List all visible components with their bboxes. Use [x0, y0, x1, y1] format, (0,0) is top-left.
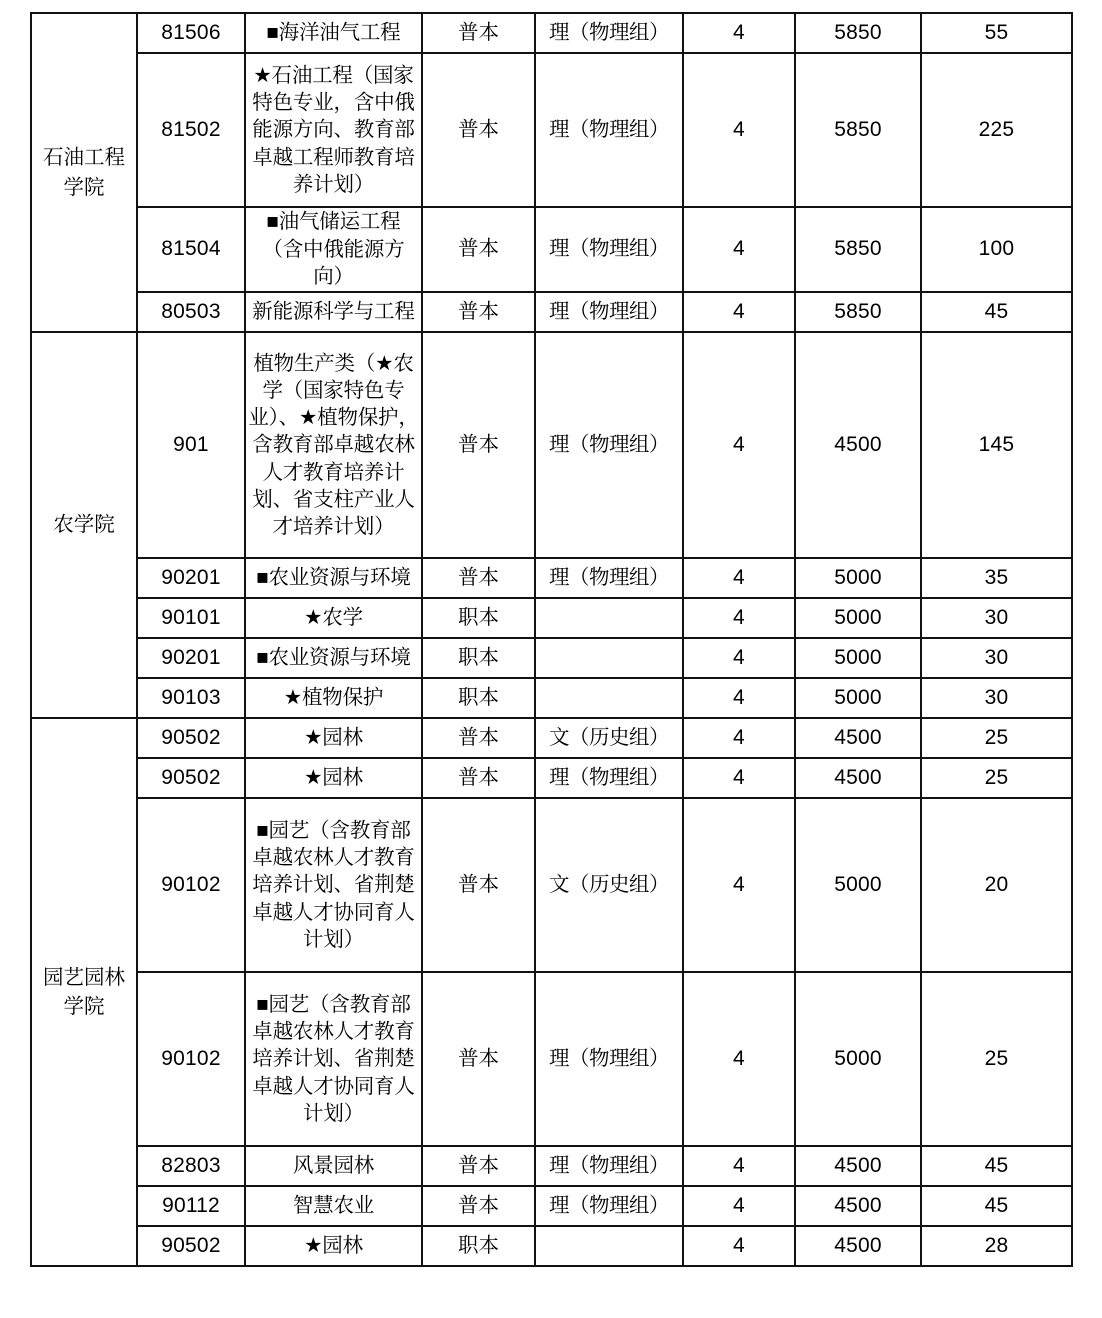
plan-count-cell: 30	[921, 598, 1072, 638]
major-code-cell: 82803	[137, 1146, 245, 1186]
tuition-fee-cell: 5000	[795, 678, 921, 718]
tuition-fee-cell: 4500	[795, 1186, 921, 1226]
table-row	[31, 758, 1072, 798]
major-name-cell: ★园林	[245, 758, 422, 798]
major-code-cell: 90502	[137, 1226, 245, 1266]
plan-count-cell: 100	[921, 207, 1072, 292]
major-code-cell: 90102	[137, 972, 245, 1146]
college-name-cell: 石油工程学院	[31, 13, 137, 332]
table-row	[31, 13, 1072, 53]
major-code-cell: 81504	[137, 207, 245, 292]
tuition-fee-cell: 4500	[795, 1146, 921, 1186]
level-cell: 普本	[422, 558, 535, 598]
college-name-cell: 园艺园林学院	[31, 718, 137, 1266]
level-cell: 普本	[422, 292, 535, 332]
major-name-cell: 植物生产类（★农学（国家特色专业）、★植物保护，含教育部卓越农林人才教育培养计划、省支柱产业人才培养计划）	[245, 332, 422, 558]
major-code-cell: 81502	[137, 53, 245, 207]
study-years-cell: 4	[683, 332, 795, 558]
study-years-cell: 4	[683, 558, 795, 598]
tuition-fee-cell: 5000	[795, 798, 921, 972]
enrollment-plan-table	[30, 12, 1073, 1267]
table-row	[31, 1226, 1072, 1266]
table-row	[31, 332, 1072, 558]
tuition-fee-cell: 5850	[795, 13, 921, 53]
major-name-cell: 风景园林	[245, 1146, 422, 1186]
level-cell: 普本	[422, 207, 535, 292]
table-row	[31, 638, 1072, 678]
major-code-cell: 90103	[137, 678, 245, 718]
major-name-cell: ★石油工程（国家特色专业，含中俄能源方向、教育部卓越工程师教育培养计划）	[245, 53, 422, 207]
level-cell: 普本	[422, 798, 535, 972]
tuition-fee-cell: 5000	[795, 638, 921, 678]
subject-group-cell: 理（物理组）	[535, 1146, 683, 1186]
subject-group-cell	[535, 678, 683, 718]
subject-group-cell	[535, 638, 683, 678]
table-row	[31, 718, 1072, 758]
level-cell: 普本	[422, 972, 535, 1146]
study-years-cell: 4	[683, 53, 795, 207]
plan-count-cell: 55	[921, 13, 1072, 53]
major-name-cell: ■农业资源与环境	[245, 558, 422, 598]
study-years-cell: 4	[683, 292, 795, 332]
study-years-cell: 4	[683, 758, 795, 798]
major-name-cell: ■农业资源与环境	[245, 638, 422, 678]
table-row	[31, 53, 1072, 207]
major-code-cell: 90201	[137, 558, 245, 598]
major-name-cell: 新能源科学与工程	[245, 292, 422, 332]
table-row	[31, 798, 1072, 972]
study-years-cell: 4	[683, 598, 795, 638]
subject-group-cell	[535, 598, 683, 638]
level-cell: 普本	[422, 758, 535, 798]
tuition-fee-cell: 4500	[795, 1226, 921, 1266]
study-years-cell: 4	[683, 1226, 795, 1266]
level-cell: 普本	[422, 718, 535, 758]
plan-count-cell: 45	[921, 292, 1072, 332]
subject-group-cell: 理（物理组）	[535, 292, 683, 332]
major-code-cell: 90502	[137, 718, 245, 758]
plan-count-cell: 45	[921, 1186, 1072, 1226]
major-name-cell: ★园林	[245, 1226, 422, 1266]
table-row	[31, 207, 1072, 292]
subject-group-cell: 理（物理组）	[535, 13, 683, 53]
study-years-cell: 4	[683, 638, 795, 678]
tuition-fee-cell: 4500	[795, 332, 921, 558]
major-name-cell: ■园艺（含教育部卓越农林人才教育培养计划、省荆楚卓越人才协同育人计划）	[245, 972, 422, 1146]
subject-group-cell: 理（物理组）	[535, 1186, 683, 1226]
tuition-fee-cell: 5850	[795, 292, 921, 332]
level-cell: 普本	[422, 1146, 535, 1186]
major-name-cell: ■油气储运工程（含中俄能源方向）	[245, 207, 422, 292]
plan-count-cell: 20	[921, 798, 1072, 972]
table-row	[31, 598, 1072, 638]
table-row	[31, 558, 1072, 598]
tuition-fee-cell: 5850	[795, 53, 921, 207]
major-code-cell: 90102	[137, 798, 245, 972]
study-years-cell: 4	[683, 972, 795, 1146]
major-name-cell: ★植物保护	[245, 678, 422, 718]
subject-group-cell: 理（物理组）	[535, 972, 683, 1146]
subject-group-cell: 理（物理组）	[535, 558, 683, 598]
major-code-cell: 90112	[137, 1186, 245, 1226]
plan-count-cell: 25	[921, 758, 1072, 798]
table-row	[31, 1186, 1072, 1226]
study-years-cell: 4	[683, 718, 795, 758]
subject-group-cell: 理（物理组）	[535, 207, 683, 292]
college-name-cell: 农学院	[31, 332, 137, 718]
tuition-fee-cell: 4500	[795, 758, 921, 798]
table-row	[31, 972, 1072, 1146]
plan-count-cell: 225	[921, 53, 1072, 207]
level-cell: 职本	[422, 638, 535, 678]
study-years-cell: 4	[683, 1146, 795, 1186]
plan-count-cell: 28	[921, 1226, 1072, 1266]
major-code-cell: 90101	[137, 598, 245, 638]
level-cell: 职本	[422, 598, 535, 638]
subject-group-cell: 文（历史组）	[535, 718, 683, 758]
major-name-cell: ★园林	[245, 718, 422, 758]
subject-group-cell: 理（物理组）	[535, 332, 683, 558]
level-cell: 普本	[422, 1186, 535, 1226]
major-code-cell: 901	[137, 332, 245, 558]
level-cell: 职本	[422, 678, 535, 718]
major-code-cell: 81506	[137, 13, 245, 53]
subject-group-cell	[535, 1226, 683, 1266]
tuition-fee-cell: 5850	[795, 207, 921, 292]
table-row	[31, 678, 1072, 718]
major-code-cell: 80503	[137, 292, 245, 332]
plan-count-cell: 35	[921, 558, 1072, 598]
level-cell: 职本	[422, 1226, 535, 1266]
study-years-cell: 4	[683, 13, 795, 53]
plan-count-cell: 145	[921, 332, 1072, 558]
level-cell: 普本	[422, 53, 535, 207]
tuition-fee-cell: 5000	[795, 598, 921, 638]
plan-count-cell: 30	[921, 678, 1072, 718]
plan-count-cell: 25	[921, 718, 1072, 758]
tuition-fee-cell: 4500	[795, 718, 921, 758]
major-name-cell: ■海洋油气工程	[245, 13, 422, 53]
study-years-cell: 4	[683, 798, 795, 972]
level-cell: 普本	[422, 13, 535, 53]
table-row	[31, 292, 1072, 332]
major-code-cell: 90502	[137, 758, 245, 798]
table-row	[31, 1146, 1072, 1186]
subject-group-cell: 文（历史组）	[535, 798, 683, 972]
tuition-fee-cell: 5000	[795, 558, 921, 598]
tuition-fee-cell: 5000	[795, 972, 921, 1146]
subject-group-cell: 理（物理组）	[535, 53, 683, 207]
major-name-cell: 智慧农业	[245, 1186, 422, 1226]
plan-count-cell: 25	[921, 972, 1072, 1146]
study-years-cell: 4	[683, 1186, 795, 1226]
study-years-cell: 4	[683, 207, 795, 292]
study-years-cell: 4	[683, 678, 795, 718]
major-name-cell: ★农学	[245, 598, 422, 638]
major-name-cell: ■园艺（含教育部卓越农林人才教育培养计划、省荆楚卓越人才协同育人计划）	[245, 798, 422, 972]
subject-group-cell: 理（物理组）	[535, 758, 683, 798]
level-cell: 普本	[422, 332, 535, 558]
major-code-cell: 90201	[137, 638, 245, 678]
plan-count-cell: 45	[921, 1146, 1072, 1186]
plan-count-cell: 30	[921, 638, 1072, 678]
